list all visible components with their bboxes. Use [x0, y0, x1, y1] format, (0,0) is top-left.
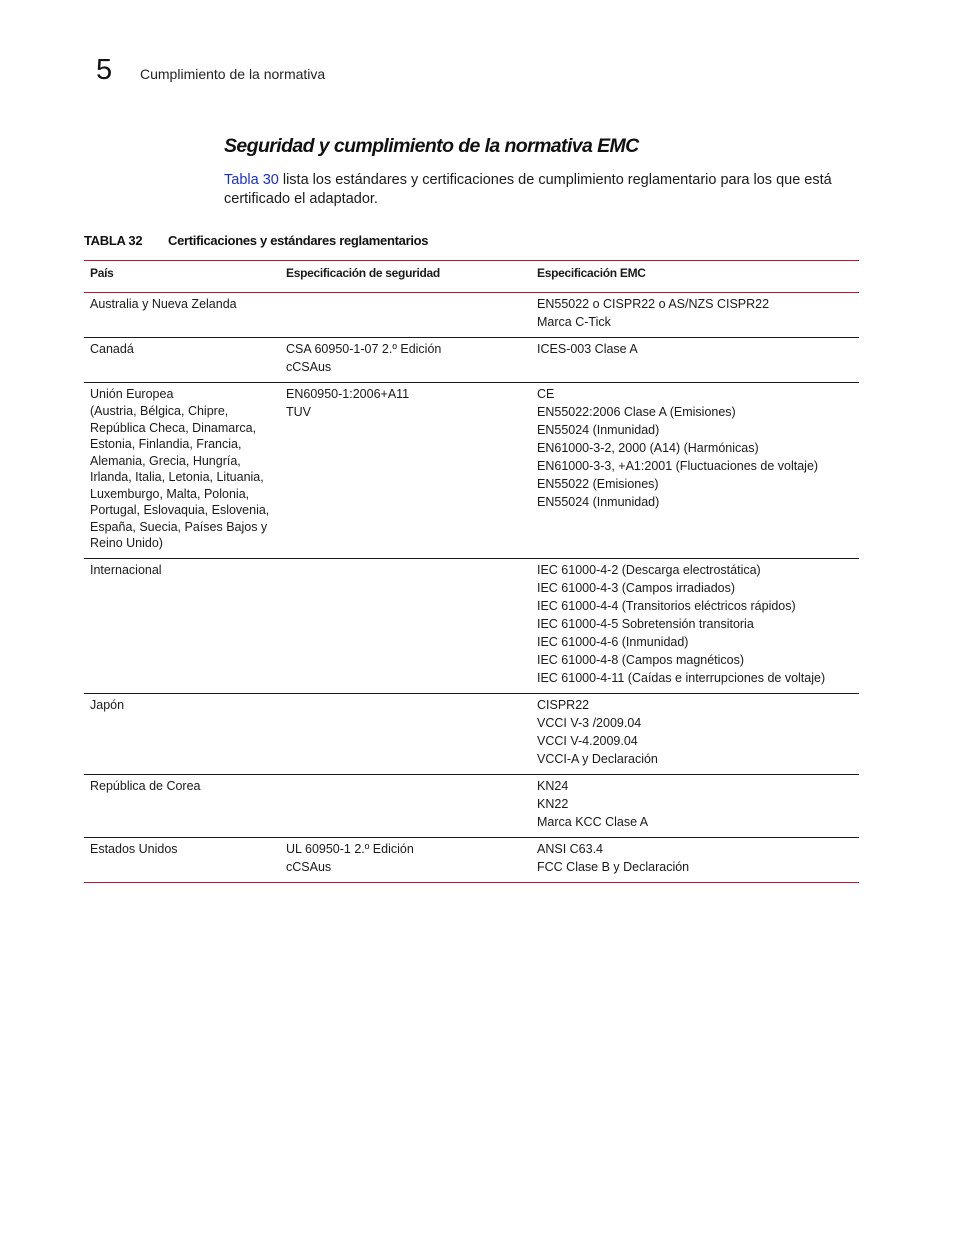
- table-row: [84, 774, 859, 837]
- certifications-table: [84, 260, 859, 883]
- emc-spec-cell: [531, 558, 859, 693]
- safety-spec-cell: [280, 293, 531, 338]
- country-cell-line: Australia y Nueva Zelanda: [90, 297, 237, 311]
- intro-paragraph: [224, 171, 864, 209]
- table-caption-label: TABLA 32: [84, 233, 143, 248]
- country-cell: [84, 383, 280, 559]
- header-safety-spec: Especificación de seguridad: [280, 261, 531, 293]
- emc-spec-cell-line: IEC 61000-4-11 (Caídas e interrupciones de voltaje): [537, 670, 826, 685]
- chapter-title: Cumplimiento de la normativa: [140, 66, 326, 82]
- emc-spec-cell-line: CE: [537, 387, 555, 401]
- safety-spec-cell: [280, 774, 531, 837]
- country-cell: [84, 837, 280, 882]
- emc-spec-cell-line: IEC 61000-4-3 (Campos irradiados): [537, 580, 736, 595]
- emc-spec-cell-line: EN61000-3-3, +A1:2001 (Fluctuaciones de voltaje): [537, 459, 819, 473]
- emc-spec-cell: [531, 837, 859, 882]
- emc-spec-cell-line: VCCI V-4.2009.04: [537, 733, 638, 748]
- intro-text: lista los estándares y certificaciones de cumplimiento reglamentario para los que está certificado el adaptador.: [224, 172, 832, 207]
- emc-spec-cell-line: IEC 61000-4-2 (Descarga electrostática): [537, 562, 761, 577]
- safety-spec-cell-line: CSA 60950-1-07 2.º Edición: [286, 342, 442, 356]
- emc-spec-cell-line: EN55024 (Inmunidad): [537, 495, 660, 509]
- emc-spec-cell-line: EN55024 (Inmunidad): [537, 423, 660, 437]
- header-emc-spec: Especificación EMC: [531, 261, 859, 293]
- emc-spec-cell: [531, 774, 859, 837]
- emc-spec-cell-line: ICES-003 Clase A: [537, 342, 638, 356]
- table-reference-link[interactable]: Tabla 30: [224, 172, 279, 188]
- emc-spec-cell-line: IEC 61000-4-5 Sobretensión transitoria: [537, 616, 754, 631]
- emc-spec-cell-line: VCCI V-3 /2009.04: [537, 715, 642, 730]
- emc-spec-cell-line: EN61000-3-2, 2000 (A14) (Harmónicas): [537, 441, 759, 455]
- emc-spec-cell-line: EN55022:2006 Clase A (Emisiones): [537, 405, 736, 419]
- table-row: [84, 558, 859, 693]
- safety-spec-cell: [280, 693, 531, 774]
- emc-spec-cell-line: EN55022 (Emisiones): [537, 477, 659, 491]
- safety-spec-cell-line: cCSAus: [286, 859, 332, 874]
- table-caption: [84, 231, 428, 250]
- table-header-row: [84, 261, 859, 293]
- table-row: [84, 293, 859, 338]
- table-row: [84, 837, 859, 882]
- emc-spec-cell-line: CISPR22: [537, 697, 590, 712]
- table-row: [84, 383, 859, 559]
- country-cell: [84, 558, 280, 693]
- emc-spec-cell-line: Marca KCC Clase A: [537, 814, 649, 829]
- safety-spec-cell-line: cCSAus: [286, 360, 332, 374]
- emc-spec-cell-line: IEC 61000-4-4 (Transitorios eléctricos rápidos): [537, 598, 796, 613]
- table-body: [84, 293, 859, 883]
- emc-spec-cell-line: IEC 61000-4-6 (Inmunidad): [537, 634, 689, 649]
- emc-spec-cell-line: VCCI-A y Declaración: [537, 751, 658, 766]
- emc-spec-cell-line: ANSI C63.4: [537, 841, 604, 856]
- safety-spec-cell: [280, 383, 531, 559]
- safety-spec-cell-line: UL 60950-1 2.º Edición: [286, 841, 414, 856]
- country-cell: [84, 293, 280, 338]
- country-cell-line: Internacional: [90, 562, 162, 577]
- emc-spec-cell: [531, 693, 859, 774]
- table-row: [84, 338, 859, 383]
- country-cell: [84, 338, 280, 383]
- emc-spec-cell-line: IEC 61000-4-8 (Campos magnéticos): [537, 652, 745, 667]
- emc-spec-cell-line: KN24: [537, 778, 569, 793]
- section-heading: Seguridad y cumplimiento de la normativa EMC: [224, 135, 639, 157]
- country-cell: [84, 774, 280, 837]
- country-cell-line: (Austria, Bélgica, Chipre, República Checa, Dinamarca, Estonia, Finlandia, Francia, Alemania, Grecia, Hungría, Irlanda, Italia, Letonia, Lituania, Luxemburgo, Malta, Polonia, Portugal, Eslovaquia, Eslovenia, España, Suecia, Países Bajos y Reino Unido): [90, 404, 270, 550]
- country-cell: [84, 693, 280, 774]
- country-cell-line: Canadá: [90, 342, 134, 356]
- safety-spec-cell-line: EN60950-1:2006+A11: [286, 387, 410, 401]
- header-country: País: [84, 261, 280, 293]
- country-cell-line: República de Corea: [90, 778, 201, 793]
- emc-spec-cell: [531, 338, 859, 383]
- emc-spec-cell-line: Marca C-Tick: [537, 315, 611, 329]
- emc-spec-cell-line: FCC Clase B y Declaración: [537, 859, 690, 874]
- table-row: [84, 693, 859, 774]
- country-cell-line: Japón: [90, 697, 125, 712]
- safety-spec-cell: [280, 837, 531, 882]
- table-caption-title: Certificaciones y estándares reglamentarios: [168, 233, 429, 248]
- country-cell-line: Unión Europea: [90, 387, 174, 401]
- country-cell-line: Estados Unidos: [90, 841, 178, 856]
- safety-spec-cell-line: TUV: [286, 405, 311, 419]
- emc-spec-cell: [531, 293, 859, 338]
- chapter-number: 5: [96, 54, 113, 86]
- safety-spec-cell: [280, 338, 531, 383]
- emc-spec-cell: [531, 383, 859, 559]
- safety-spec-cell: [280, 558, 531, 693]
- emc-spec-cell-line: EN55022 o CISPR22 o AS/NZS CISPR22: [537, 297, 770, 311]
- emc-spec-cell-line: KN22: [537, 796, 569, 811]
